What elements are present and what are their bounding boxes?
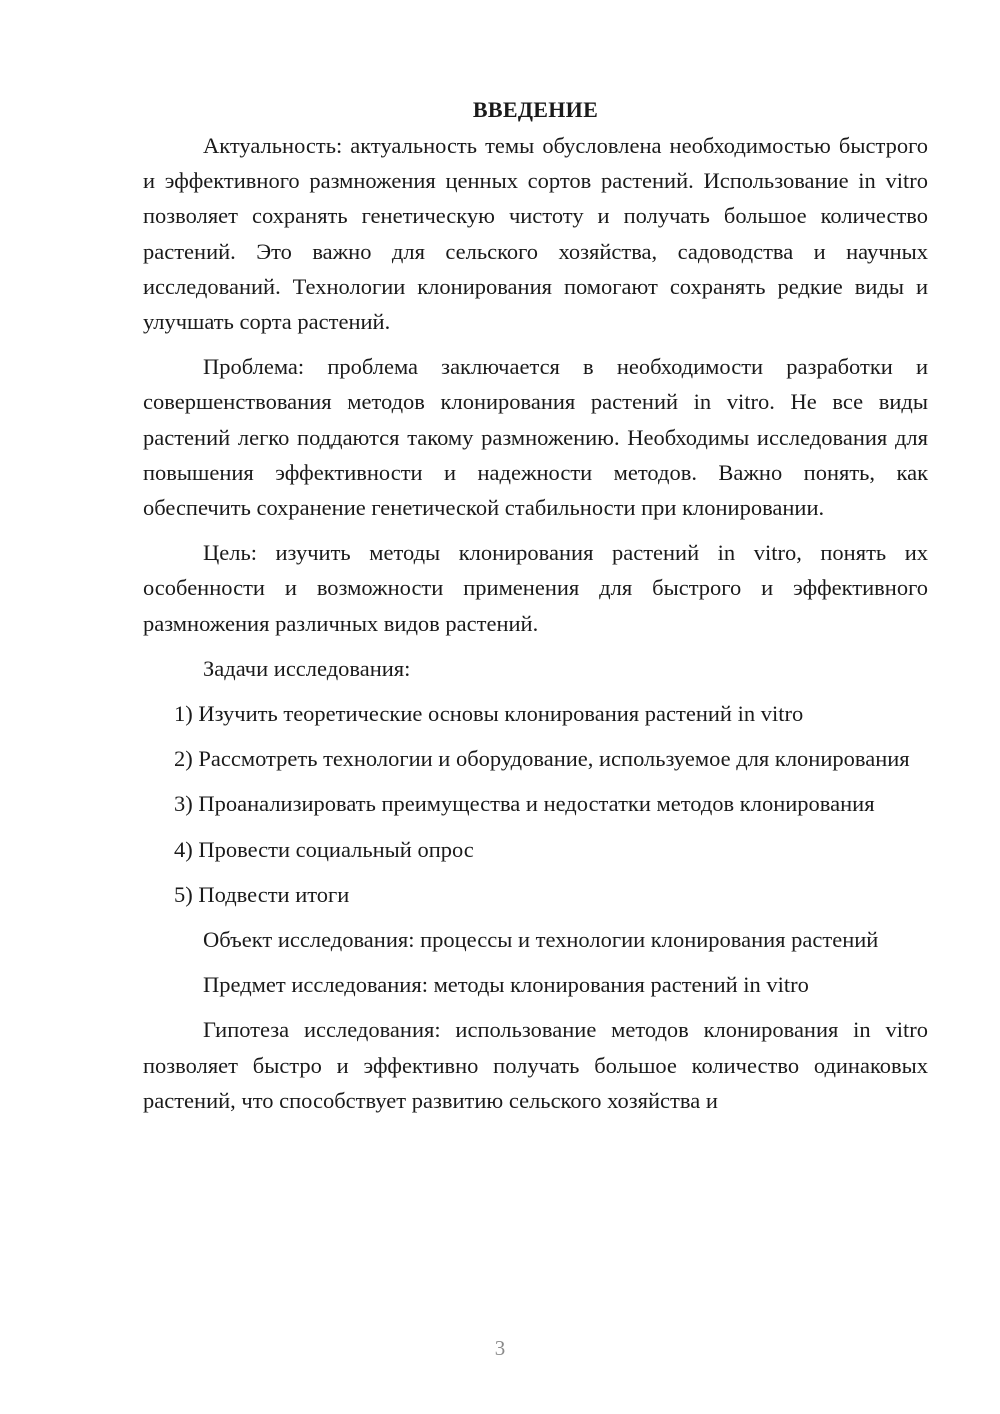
relevance-paragraph: Актуальность: актуальность темы обусловлена необходимостью быстрого и эффективного размножения ценных сортов растений. Использование in vitro позволяет сохранять генетическую чистоту и получать большое количество растений. Это важно для сельского хозяйства, садоводства и научных исследований. Технологии клонирования помогают сохранять редкие виды и улучшать сорта растений. <box>143 133 928 335</box>
task-item-5: 5) Подвести итоги <box>174 881 350 907</box>
task-item-4: 4) Провести социальный опрос <box>174 836 474 862</box>
page-number: 3 <box>494 1336 506 1360</box>
subject-paragraph: Предмет исследования: методы клонирования растений in vitro <box>203 972 809 998</box>
tasks-heading: Задачи исследования: <box>203 655 411 681</box>
task-item-3: 3) Проанализировать преимущества и недостатки методов клонирования <box>174 791 875 817</box>
hypothesis-paragraph: Гипотеза исследования: использование методов клонирования in vitro позволяет быстро и эффективно получать большое количество одинаковых растений, что способствует развитию сельского хозяйства и <box>143 1017 928 1113</box>
document-heading: ВВЕДЕНИЕ <box>472 97 599 122</box>
goal-paragraph: Цель: изучить методы клонирования растений in vitro, понять их особенности и возможности применения для быстрого и эффективного размножения различных видов растений. <box>143 540 928 636</box>
task-item-2: 2) Рассмотреть технологии и оборудование, используемое для клонирования <box>174 746 910 772</box>
document-page <box>143 92 928 1128</box>
task-item-1: 1) Изучить теоретические основы клонирования растений in vitro <box>174 701 804 727</box>
problem-paragraph: Проблема: проблема заключается в необходимости разработки и совершенствования методов клонирования растений in vitro. Не все виды растений легко поддаются такому размножению. Необходимы исследования для повышения эффективности и надежности методов. Важно понять, как обеспечить сохранение генетической стабильности при клонировании. <box>143 354 928 521</box>
object-paragraph: Объект исследования: процессы и технологии клонирования растений <box>203 927 879 953</box>
